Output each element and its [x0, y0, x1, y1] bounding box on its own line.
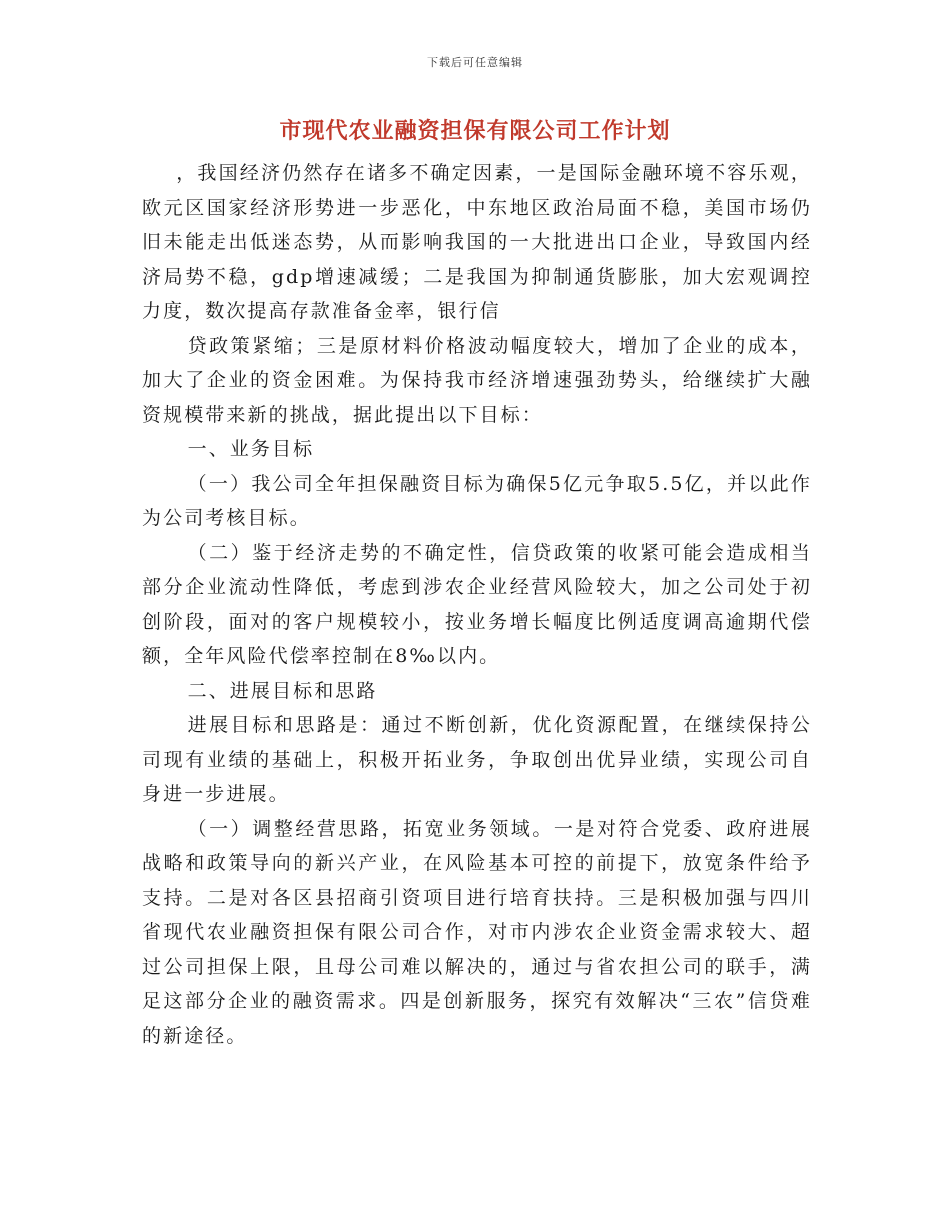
paragraph: （一）调整经营思路，拓宽业务领域。一是对符合党委、政府进展战略和政策导向的新兴产业，在风险基本可控的前提下，放宽条件给予支持。二是对各区县招商引资项目进行培育扶持。三是积极加强与四川省现代农业融资担保有限公司合作，对市内涉农企业资金需求较大、超过公司担保上限，且母公司难以解决的，通过与省农担公司的联手，满足这部分企业的融资需求。四是创新服务，探究有效解决“三农”信贷难的新途径。 — [142, 817, 812, 1047]
header-note: 下载后可任意编辑 — [427, 56, 523, 69]
document-body — [142, 156, 812, 1053]
section-heading: 一、业务目标 — [187, 438, 315, 460]
paragraph: （二）鉴于经济走势的不确定性，信贷政策的收紧可能会造成相当部分企业流动性降低，考虑到涉农企业经营风险较大，加之公司处于初创阶段，面对的客户规模较小，按业务增长幅度比例适度调高逾期代偿额，全年风险代偿率控制在8‰以内。 — [142, 541, 812, 667]
paragraph: 进展目标和思路是：通过不断创新，优化资源配置，在继续保持公司现有业绩的基础上，积极开拓业务，争取创出优异业绩，实现公司自身进一步进展。 — [142, 714, 812, 805]
paragraph: 贷政策紧缩；三是原材料价格波动幅度较大，增加了企业的成本，加大了企业的资金困难。为保持我市经济增速强劲势头，给继续扩大融资规模带来新的挑战，据此提出以下目标： — [142, 334, 812, 426]
section-heading: 二、进展目标和思路 — [187, 679, 378, 702]
paragraph: ，我国经济仍然存在诸多不确定因素，一是国际金融环境不容乐观，欧元区国家经济形势进一步恶化，中东地区政治局面不稳，美国市场仍旧未能走出低迷态势，从而影响我国的一大批进出口企业，导致国内经济局势不稳，gdp增速减缓；二是我国为抑制通货膨胀，加大宏观调控力度，数次提高存款准备金率，银行信 — [142, 162, 812, 322]
document-title: 市现代农业融资担保有限公司工作计划 — [279, 118, 671, 144]
paragraph: （一）我公司全年担保融资目标为确保5亿元争取5.5亿，并以此作为公司考核目标。 — [142, 472, 812, 529]
